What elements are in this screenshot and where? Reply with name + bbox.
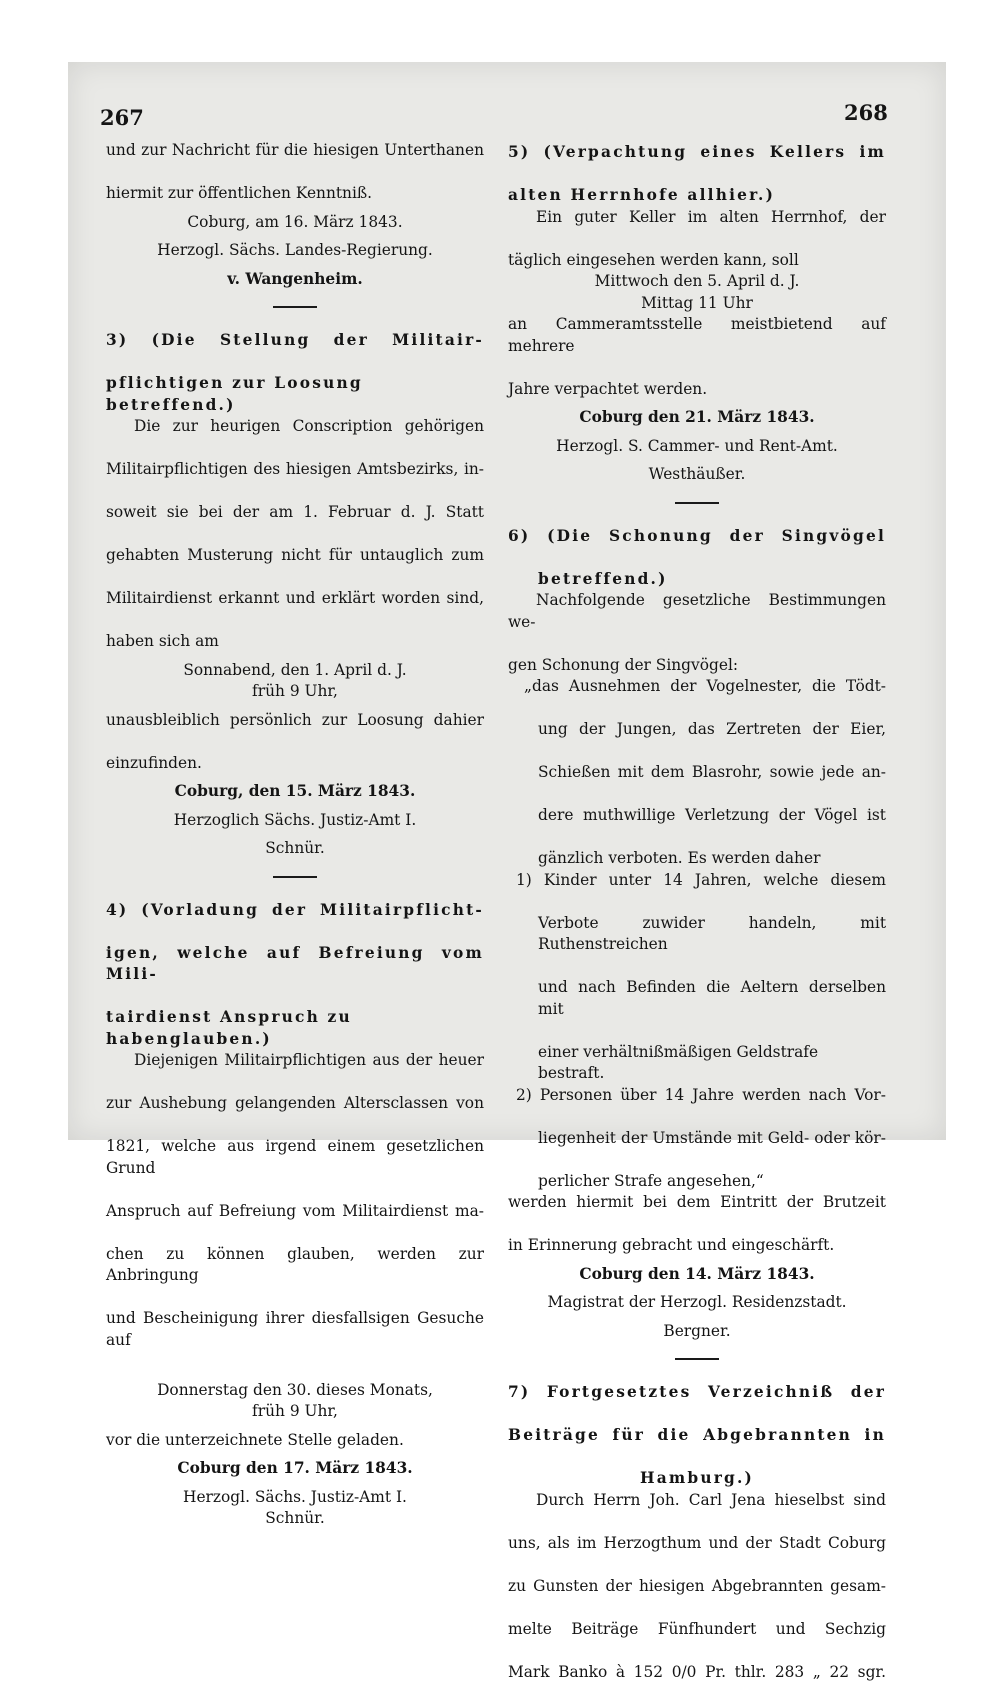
- section-5-text: Ein guter Keller im alten Herrnhof, der: [536, 207, 886, 226]
- section-6-text: gen Schonung der Singvögel:: [508, 655, 739, 674]
- section-5-heading: 5) (Verpachtung eines Kellers im: [508, 143, 886, 161]
- section-5-text: an Cammeramtsstelle meistbietend auf mehrere: [508, 315, 886, 355]
- section-6-list-item: und nach Befinden die Aeltern derselben mit: [538, 978, 886, 1018]
- section-7-text: melte Beiträge Fünfhundert und Sechzig: [508, 1619, 886, 1638]
- section-6-quote: gänzlich verboten. Es werden daher: [538, 849, 821, 867]
- section-6-text: in Erinnerung gebracht und eingeschärft.: [508, 1236, 835, 1254]
- section-5-text: Jahre verpachtet werden.: [508, 379, 708, 398]
- section-7-heading: 7) Fortgesetztes Verzeichniß der: [508, 1383, 886, 1401]
- section-4-heading: tairdienst Anspruch zu habenglauben.): [106, 1008, 352, 1048]
- section-3-signature: Schnür.: [265, 839, 325, 857]
- intro-authority: Herzogl. Sächs. Landes-Regierung.: [157, 241, 433, 259]
- section-3-heading: pflichtigen zur Loosung betreffend.): [106, 374, 363, 414]
- section-6-list-item: perlicher Strafe angesehen,“: [538, 1171, 764, 1190]
- section-3-text: Die zur heurigen Conscription gehörigen: [134, 417, 484, 435]
- section-3-date: Coburg, den 15. März 1843.: [174, 782, 416, 800]
- section-6-quote: Schießen mit dem Blasrohr, sowie jede an-: [538, 763, 886, 781]
- section-5-date-time: Mittwoch den 5. April d. J.: [594, 272, 800, 290]
- intro-date: Coburg, am 16. März 1843.: [187, 212, 403, 231]
- section-7-text: Mark Banko à 152 0/0 Pr. thlr. 283 „ 22 sgr.: [508, 1662, 886, 1681]
- section-5-signature: Westhäußer.: [648, 465, 746, 483]
- section-6-list-item: Verbote zuwider handeln, mit Ruthenstreichen: [538, 913, 886, 953]
- section-6-authority: Magistrat der Herzogl. Residenzstadt.: [547, 1293, 847, 1311]
- section-3-text: unausbleiblich persönlich zur Loosung dahier: [106, 710, 484, 729]
- section-4-date: Coburg den 17. März 1843.: [177, 1459, 413, 1477]
- section-5-heading: alten Herrnhofe allhier.): [508, 186, 776, 204]
- section-5-authority: Herzogl. S. Cammer- und Rent-Amt.: [556, 436, 838, 455]
- section-6-quote: dere muthwillige Verletzung der Vögel ist: [538, 806, 886, 824]
- section-6-list-item: 2) Personen über 14 Jahre werden nach Vor-: [516, 1085, 886, 1104]
- section-7-text: zu Gunsten der hiesigen Abgebrannten gesam-: [508, 1576, 886, 1595]
- section-3-date-time: früh 9 Uhr,: [252, 682, 338, 700]
- section-6-list-item: einer verhältnißmäßigen Geldstrafe bestraft.: [538, 1042, 819, 1082]
- section-6-text: Nachfolgende gesetzliche Bestimmungen we-: [508, 591, 886, 631]
- section-4-text: 1821, welche aus irgend einem gesetzlichen Grund: [106, 1137, 484, 1177]
- section-3-text: soweit sie bei der am 1. Februar d. J. Statt: [106, 503, 484, 521]
- section-divider: [273, 876, 317, 878]
- section-3-heading: 3) (Die Stellung der Militair-: [106, 331, 484, 349]
- section-divider: [273, 306, 317, 308]
- section-4-heading: 4) (Vorladung der Militairpflicht-: [106, 900, 484, 919]
- section-3-text: einzufinden.: [106, 753, 202, 772]
- section-6-signature: Bergner.: [663, 1321, 731, 1340]
- section-3-text: haben sich am: [106, 632, 219, 650]
- section-3-text: Militairdienst erkannt und erklärt worden sind,: [106, 589, 484, 607]
- section-6-list-item: liegenheit der Umstände mit Geld- oder kör-: [538, 1128, 886, 1147]
- section-4-heading: igen, welche auf Befreiung vom Mili-: [106, 943, 484, 983]
- section-4-text: und Bescheinigung ihrer diesfallsigen Gesuche auf: [106, 1309, 484, 1349]
- section-5-date: Coburg den 21. März 1843.: [579, 408, 815, 426]
- section-7-text: Durch Herrn Joh. Carl Jena hieselbst sind: [536, 1490, 886, 1509]
- page-number-right: 268: [844, 100, 888, 125]
- section-4-text: zur Aushebung gelangenden Altersclassen von: [106, 1094, 484, 1112]
- page-number-left: 267: [100, 105, 144, 130]
- intro-line: und zur Nachricht für die hiesigen Unterthanen: [106, 141, 484, 159]
- section-6-text: werden hiermit bei dem Eintritt der Brutzeit: [508, 1193, 886, 1211]
- section-4-date-time: früh 9 Uhr,: [252, 1402, 338, 1420]
- section-4-text: chen zu können glauben, werden zur Anbringung: [106, 1244, 484, 1284]
- section-4-text: Anspruch auf Befreiung vom Militairdienst ma-: [106, 1201, 484, 1220]
- left-column: [106, 140, 484, 1530]
- intro-signature: v. Wangenheim.: [227, 269, 363, 288]
- section-4-text: Diejenigen Militairpflichtigen aus der heuer: [134, 1051, 484, 1069]
- section-6-date: Coburg den 14. März 1843.: [579, 1264, 815, 1283]
- section-7-heading: Beiträge für die Abgebrannten in: [508, 1426, 886, 1444]
- section-3-text: gehabten Musterung nicht für untauglich zum: [106, 546, 484, 564]
- section-7-text: uns, als im Herzogthum und der Stadt Coburg: [508, 1533, 886, 1552]
- section-3-authority: Herzoglich Sächs. Justiz-Amt I.: [173, 810, 417, 829]
- section-6-quote: „das Ausnehmen der Vogelnester, die Tödt-: [524, 677, 886, 695]
- section-4-text: vor die unterzeichnete Stelle geladen.: [106, 1430, 404, 1449]
- section-6-quote: ung der Jungen, das Zertreten der Eier,: [538, 720, 886, 738]
- section-5-text: täglich eingesehen werden kann, soll: [508, 250, 799, 269]
- section-divider: [675, 502, 719, 504]
- section-3-date-time: Sonnabend, den 1. April d. J.: [183, 660, 407, 679]
- intro-line: hiermit zur öffentlichen Kenntniß.: [106, 184, 373, 202]
- section-6-list-item: 1) Kinder unter 14 Jahren, welche diesem: [516, 870, 886, 889]
- section-4-date-time: Donnerstag den 30. dieses Monats,: [157, 1380, 433, 1399]
- section-4-signature: Schnür.: [265, 1509, 325, 1527]
- right-column: [508, 140, 886, 1705]
- section-4-authority: Herzogl. Sächs. Justiz-Amt I.: [183, 1487, 407, 1506]
- section-7-heading: Hamburg.): [639, 1469, 755, 1487]
- section-5-date-time: Mittag 11 Uhr: [641, 293, 753, 312]
- section-6-heading: betreffend.): [538, 569, 668, 588]
- section-3-text: Militairpflichtigen des hiesigen Amtsbezirks, in-: [106, 460, 484, 478]
- section-6-heading: 6) (Die Schonung der Singvögel: [508, 526, 886, 545]
- section-divider: [675, 1358, 719, 1360]
